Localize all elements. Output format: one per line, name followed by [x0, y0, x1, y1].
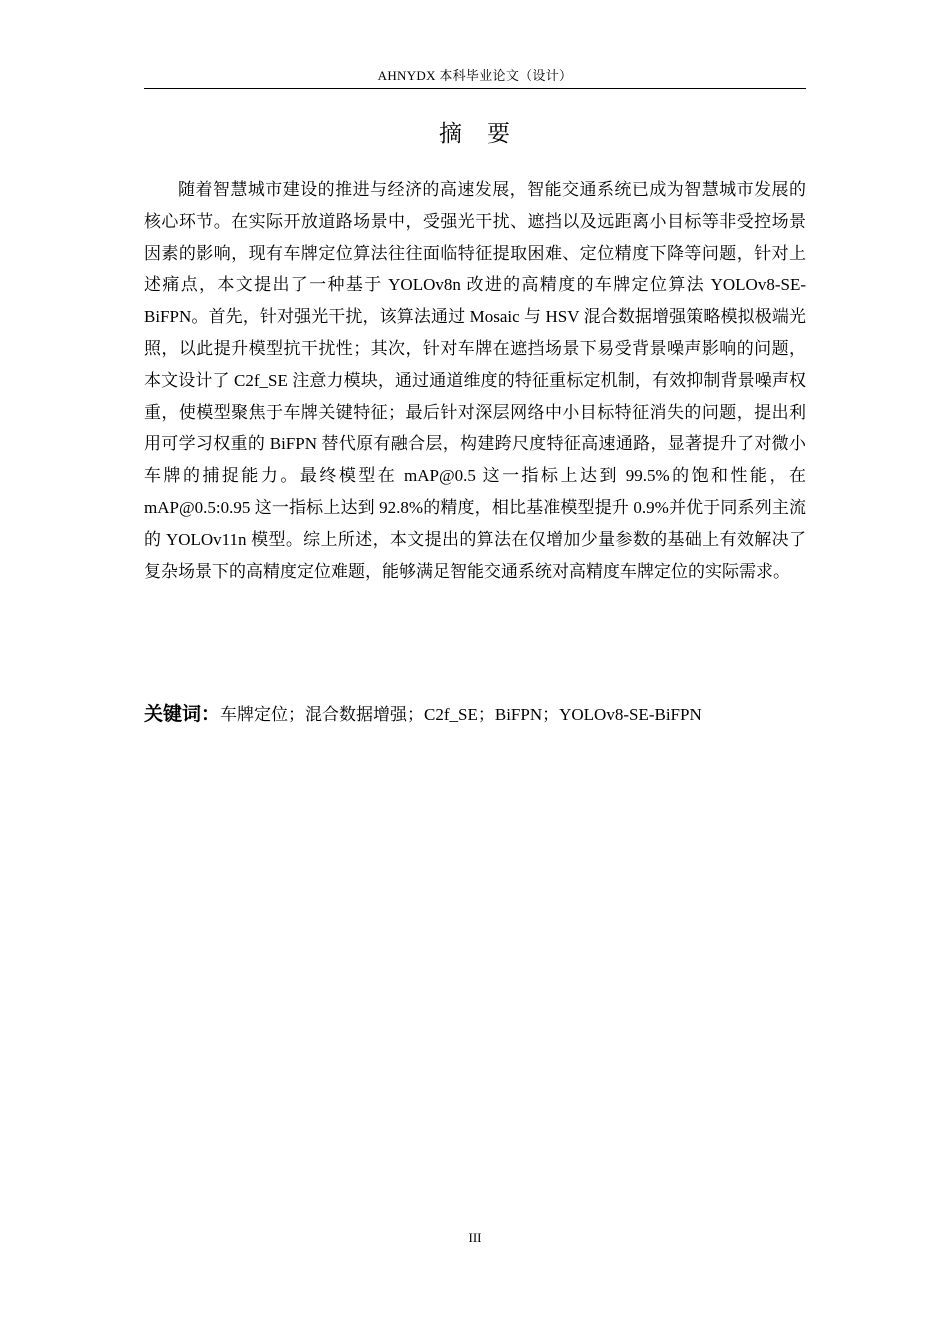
abstract-title: 摘 要: [439, 121, 511, 147]
running-header: AHNYDX 本科毕业论文（设计）: [377, 68, 573, 83]
header-rule: [144, 88, 806, 89]
keywords-label: 关键词：: [144, 703, 221, 725]
page-number: III: [468, 1230, 482, 1245]
keywords-value: 车牌定位；混合数据增强；C2f_SE；BiFPN；YOLOv8-SE-BiFPN: [220, 705, 702, 724]
abstract-body: 随着智慧城市建设的推进与经济的高速发展，智能交通系统已成为智慧城市发展的核心环节。在实际开放道路场景中，受强光干扰、遮挡以及远距离小目标等非受控场景因素的影响，现有车牌定位算法往往面临特征提取困难、定位精度下降等问题，针对上述痛点，本文提出了一种基于 YOLOv8n 改进的高精度的车牌定位算法 YOLOv8-SE-BiFPN。首先，针对强光干扰，该算法通过 Mosaic 与 HSV 混合数据增强策略模拟极端光照，以此提升模型抗干扰性；其次，针对车牌在遮挡场景下易受背景噪声影响的问题，本文设计了 C2f_SE 注意力模块，通过通道维度的特征重标定机制，有效抑制背景噪声权重，使模型聚焦于车牌关键特征；最后针对深层网络中小目标特征消失的问题，提出利用可学习权重的 BiFPN 替代原有融合层，构建跨尺度特征高速通路，显著提升了对微小车牌的捕捉能力。最终模型在 mAP@0.5 这一指标上达到 99.5%的饱和性能，在 mAP@0.5:0.95 这一指标上达到 92.8%的精度，相比基准模型提升 0.9%并优于同系列主流的 YOLOv11n 模型。综上所述，本文提出的算法在仅增加少量参数的基础上有效解决了复杂场景下的高精度定位难题，能够满足智能交通系统对高精度车牌定位的实际需求。: [144, 180, 806, 581]
keywords-line: [144, 699, 806, 730]
